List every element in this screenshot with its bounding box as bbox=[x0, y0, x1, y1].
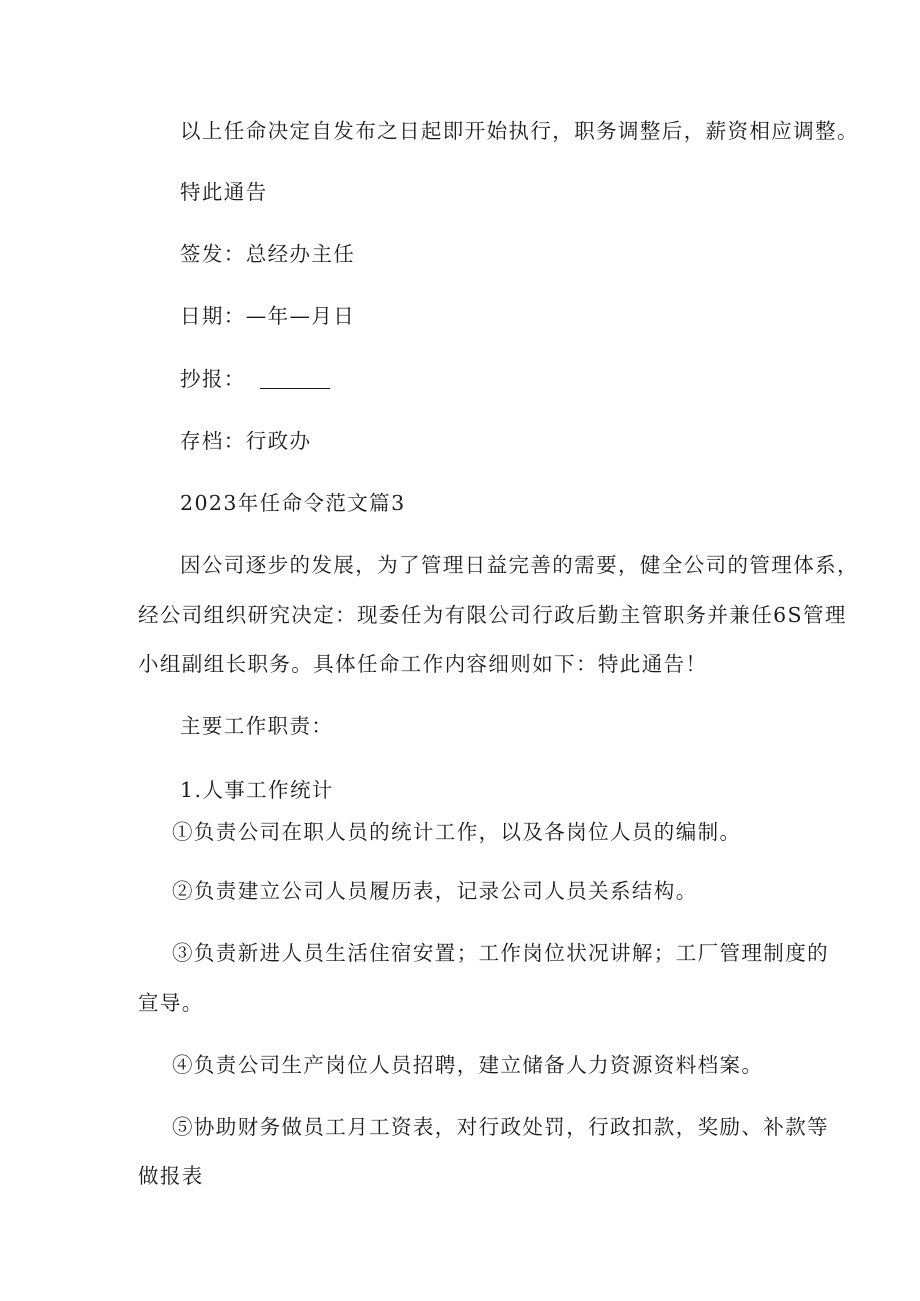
item1-heading: 1.人事工作统计 bbox=[180, 778, 334, 802]
item1-c-line-1: ③负责新进人员生活住宿安置；工作岗位状况讲解；工厂管理制度的 bbox=[172, 941, 829, 965]
cc-label: 抄报： bbox=[180, 367, 246, 391]
archive-line: 存档：行政办 bbox=[180, 429, 312, 453]
intro-line-1: 因公司逐步的发展，为了管理日益完善的需要，健全公司的管理体系， bbox=[180, 553, 859, 577]
item1-b: ②负责建立公司人员履历表，记录公司人员关系结构。 bbox=[172, 879, 698, 903]
cc-blank bbox=[260, 388, 330, 389]
item1-c-line-2: 宣导。 bbox=[138, 991, 204, 1015]
intro-line-3: 小组副组长职务。具体任命工作内容细则如下：特此通告！ bbox=[138, 652, 708, 676]
cc-line bbox=[180, 369, 330, 390]
execution-paragraph: 以上任命决定自发布之日起即开始执行，职务调整后，薪资相应调整。 bbox=[180, 119, 859, 143]
item1-a: ①负责公司在职人员的统计工作，以及各岗位人员的编制。 bbox=[172, 820, 742, 844]
notice-text: 特此通告 bbox=[180, 180, 268, 204]
item1-e-line-2: 做报表 bbox=[138, 1164, 204, 1188]
intro-line-2: 经公司组织研究决定：现委任为有限公司行政后勤主管职务并兼任6S管理 bbox=[138, 603, 847, 627]
item1-d: ④负责公司生产岗位人员招聘，建立储备人力资源资料档案。 bbox=[172, 1053, 764, 1077]
item1-e-line-1: ⑤协助财务做员工月工资表，对行政处罚，行政扣款，奖励、补款等 bbox=[172, 1115, 829, 1139]
section-title: 2023年任命令范文篇3 bbox=[180, 491, 406, 515]
duties-heading: 主要工作职责： bbox=[180, 714, 334, 738]
date-line: 日期：—年—月日 bbox=[180, 304, 356, 328]
issuer-line: 签发：总经办主任 bbox=[180, 242, 356, 266]
